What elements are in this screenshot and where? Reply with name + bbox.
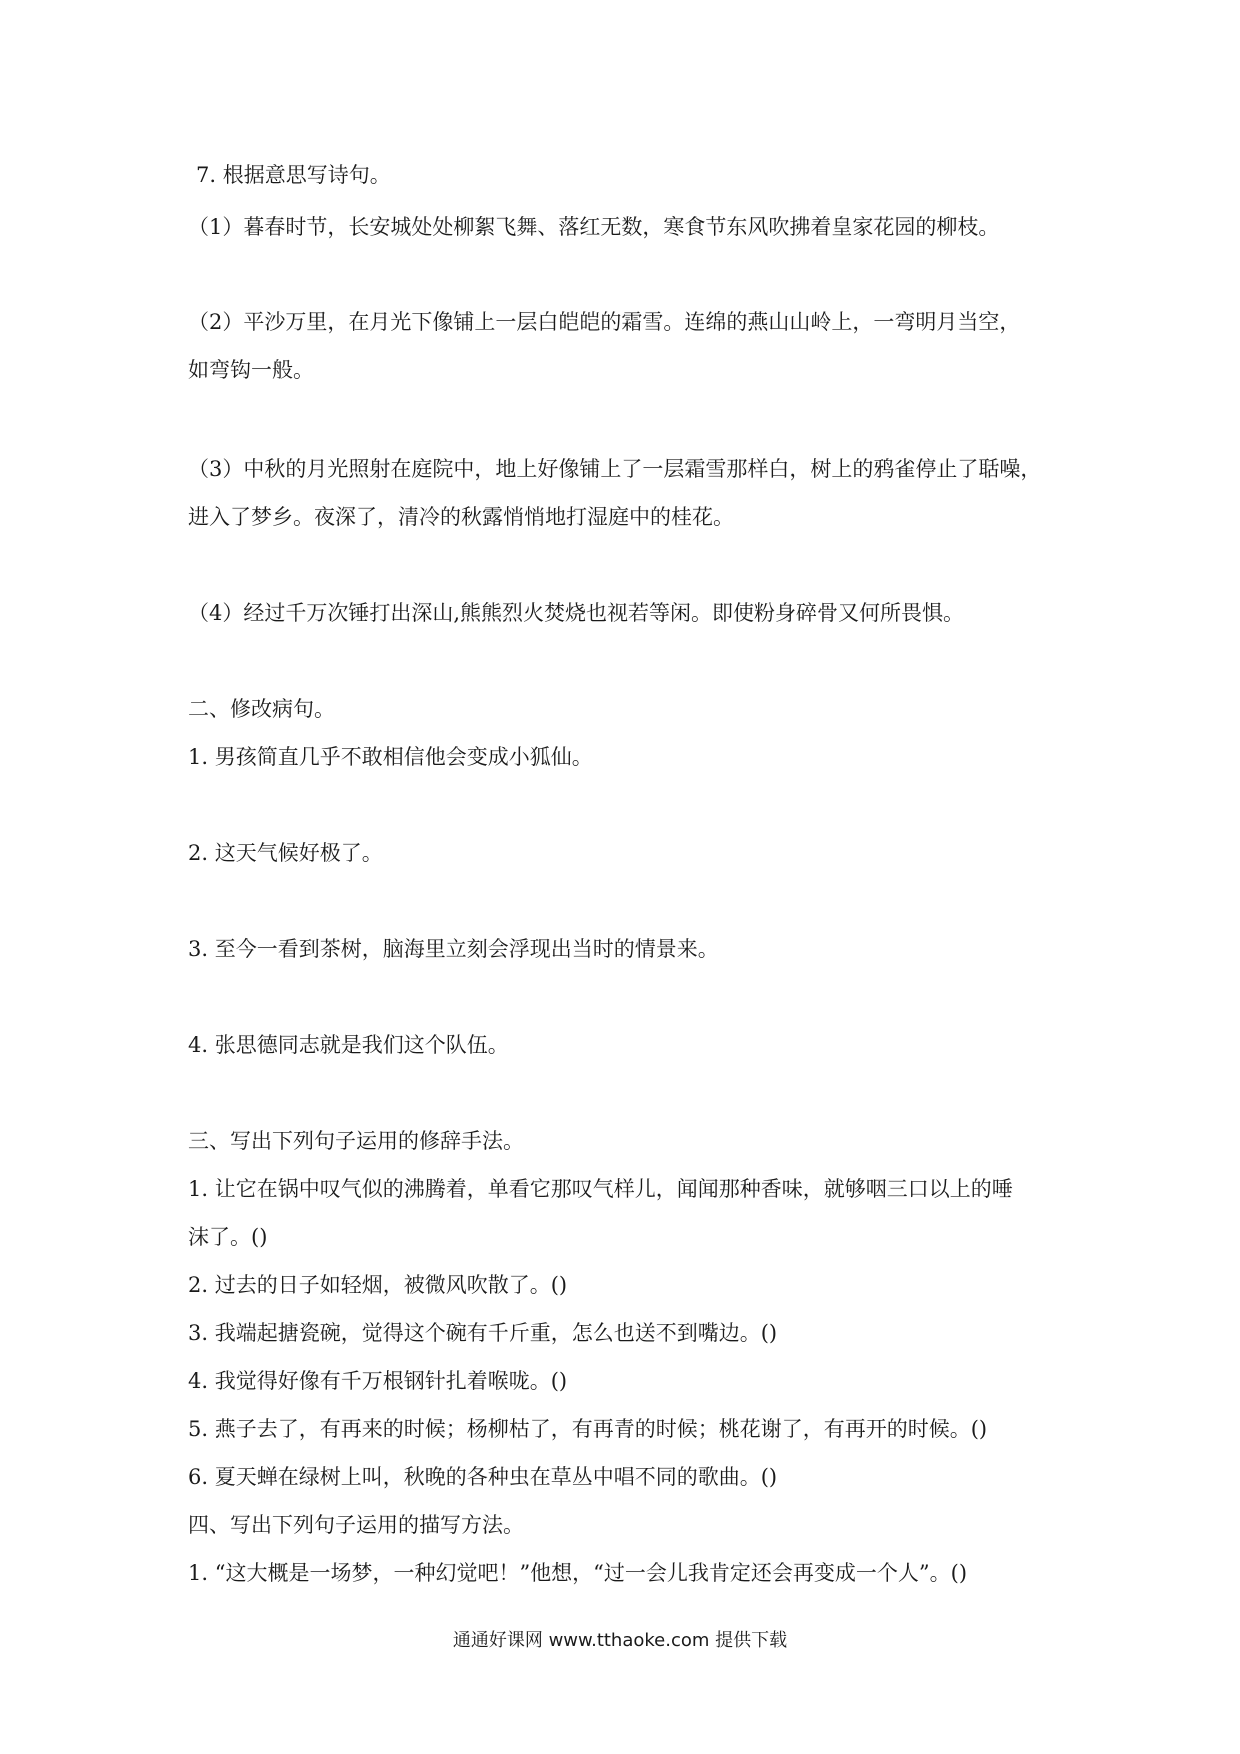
section-3-item-3: 3. 我端起搪瓷碗，觉得这个碗有千斤重，怎么也送不到嘴边。() <box>188 1321 778 1345</box>
section-2-item-2: 2. 这天气候好极了。 <box>188 841 383 865</box>
q7-item-3-line-1: （3）中秋的月光照射在庭院中，地上好像铺上了一层霜雪那样白，树上的鸦雀停止了聒噪， <box>188 457 1042 481</box>
section-3-item-1-line-1: 1. 让它在锅中叹气似的沸腾着，单看它那叹气样儿，闻闻那种香味，就够咽三口以上的唾 <box>188 1177 1013 1201</box>
section-3-item-6: 6. 夏天蝉在绿树上叫，秋晚的各种虫在草丛中唱不同的歌曲。() <box>188 1465 778 1489</box>
section-2-title: 二、修改病句。 <box>188 697 335 721</box>
section-3-item-4: 4. 我觉得好像有千万根钢针扎着喉咙。() <box>188 1369 568 1393</box>
section-4-title: 四、写出下列句子运用的描写方法。 <box>188 1513 524 1537</box>
section-3-item-5: 5. 燕子去了，有再来的时候；杨柳枯了，有再青的时候；桃花谢了，有再开的时候。() <box>188 1417 988 1441</box>
section-2-item-4: 4. 张思德同志就是我们这个队伍。 <box>188 1033 509 1057</box>
section-3-title: 三、写出下列句子运用的修辞手法。 <box>188 1129 524 1153</box>
q7-item-3-line-2: 进入了梦乡。夜深了，清冷的秋露悄悄地打湿庭中的桂花。 <box>188 505 734 529</box>
q7-item-2-line-1: （2）平沙万里，在月光下像铺上一层白皑皑的霜雪。连绵的燕山山岭上，一弯明月当空， <box>188 310 1021 334</box>
q7-item-2-line-2: 如弯钩一般。 <box>188 358 314 382</box>
section-4-item-1: 1. “这大概是一场梦，一种幻觉吧！”他想，“过一会儿我肯定还会再变成一个人”。() <box>188 1561 968 1585</box>
section-2-item-3: 3. 至今一看到茶树，脑海里立刻会浮现出当时的情景来。 <box>188 937 719 961</box>
section-3-item-1-line-2: 沫了。() <box>188 1225 268 1249</box>
q7-item-1: （1）暮春时节，长安城处处柳絮飞舞、落红无数，寒食节东风吹拂着皇家花园的柳枝。 <box>188 215 1000 239</box>
footer-download-note: 通通好课网 www.tthaoke.com 提供下载 <box>452 1630 788 1651</box>
q7-item-4: （4）经过千万次锤打出深山,熊熊烈火焚烧也视若等闲。即使粉身碎骨又何所畏惧。 <box>188 601 965 625</box>
question-7-title: 7. 根据意思写诗句。 <box>196 163 391 187</box>
section-2-item-1: 1. 男孩简直几乎不敢相信他会变成小狐仙。 <box>188 745 593 769</box>
section-3-item-2: 2. 过去的日子如轻烟，被微风吹散了。() <box>188 1273 568 1297</box>
